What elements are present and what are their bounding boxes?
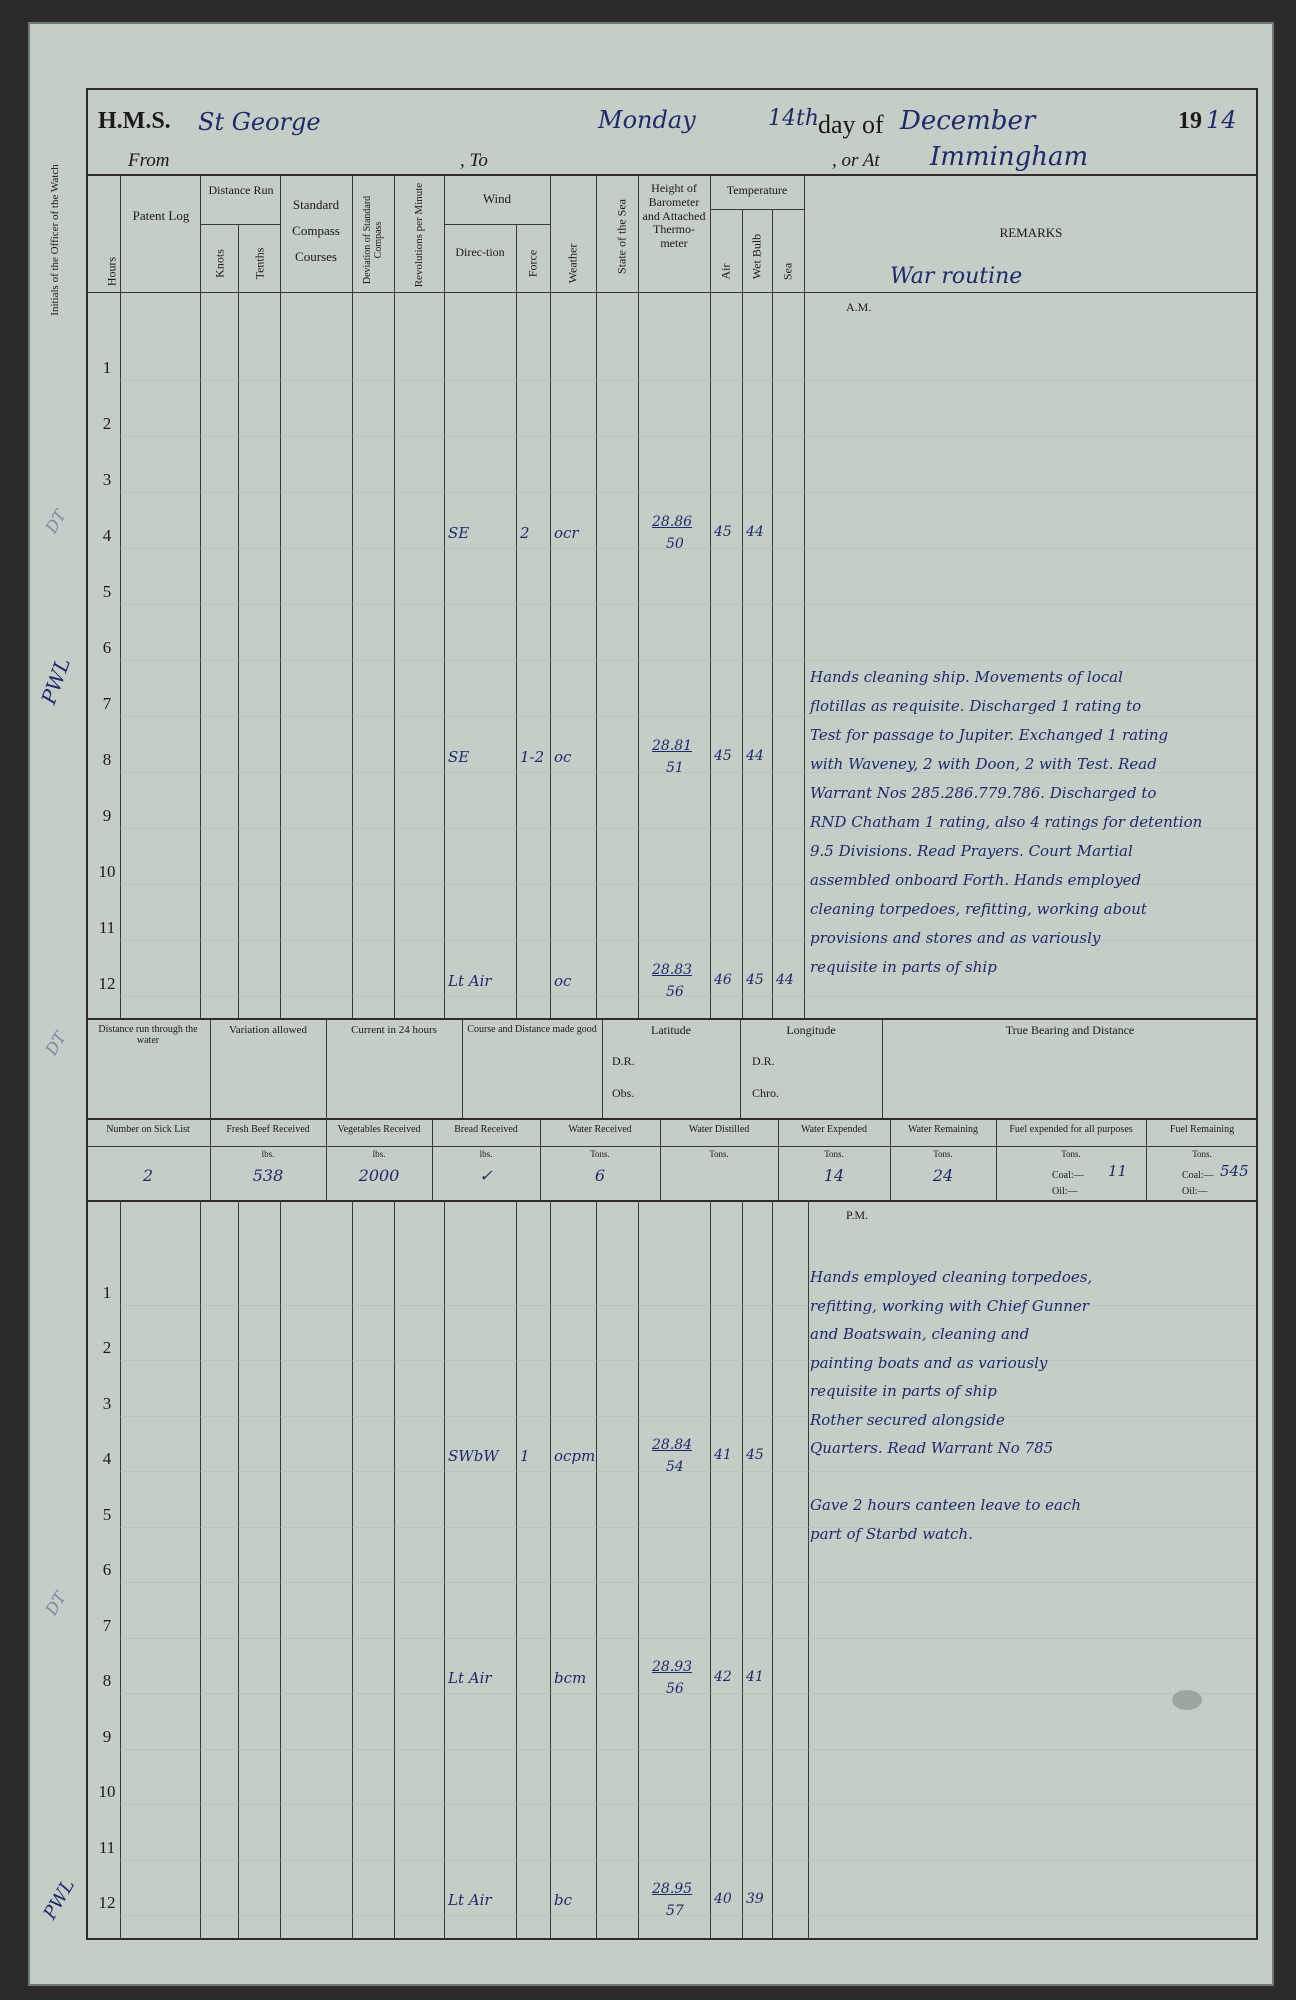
am-guide-6 bbox=[120, 660, 1256, 661]
pm-hour-5: 5 bbox=[102, 1504, 112, 1524]
col-distance-run: Distance Run bbox=[208, 183, 274, 197]
pm_readings-air: 41 bbox=[714, 1447, 732, 1463]
am-hour-10: 10 bbox=[98, 862, 116, 881]
supplies-header: Number on Sick List bbox=[106, 1124, 190, 1135]
pos-chro: Chro. bbox=[752, 1086, 779, 1100]
pm-hour-4: 4 bbox=[102, 1449, 112, 1468]
pm_readings-thermo: 56 bbox=[666, 1681, 684, 1697]
supplies-divider bbox=[432, 1118, 433, 1200]
pm_remarks-line: Gave 2 hours canteen leave to each bbox=[810, 1496, 1082, 1514]
supplies-divider bbox=[660, 1118, 661, 1200]
pm-guide-9 bbox=[120, 1749, 1256, 1750]
pm_readings-weather: ocpm bbox=[554, 1447, 596, 1465]
pos-variation: Variation allowed bbox=[229, 1024, 307, 1036]
supplies-divider bbox=[1146, 1118, 1147, 1200]
am-guide-3 bbox=[120, 492, 1256, 493]
am_readings-wet: 44 bbox=[746, 748, 764, 764]
pm-guide-7 bbox=[120, 1638, 1256, 1639]
am-hour-2: 2 bbox=[102, 414, 112, 433]
initials-2: PWL bbox=[36, 654, 76, 708]
log-page bbox=[28, 22, 1274, 1986]
supplies-divider bbox=[996, 1118, 997, 1200]
col-barometer: Height of Barometer and Attached Thermo-meter bbox=[642, 181, 706, 251]
supplies-value: 24 bbox=[932, 1166, 954, 1185]
pm_readings-air: 40 bbox=[714, 1891, 732, 1907]
coal-label-1: Coal:— bbox=[1052, 1170, 1084, 1181]
col-weather: Weather bbox=[565, 243, 580, 284]
header-year-suffix: 14 bbox=[1206, 106, 1237, 134]
pos-dr: D.R. bbox=[612, 1054, 635, 1068]
pm-hour-11: 11 bbox=[98, 1837, 116, 1857]
pm_readings-direction: SWbW bbox=[448, 1447, 499, 1465]
pm_readings-thermo: 57 bbox=[666, 1903, 684, 1919]
am_readings-direction: SE bbox=[448, 524, 470, 542]
pm_readings-direction: Lt Air bbox=[448, 1891, 492, 1909]
am_readings-weather: ocr bbox=[554, 524, 579, 542]
supplies-divider bbox=[890, 1118, 891, 1200]
pm-guide-3 bbox=[120, 1416, 1256, 1417]
pm_remarks-line: and Boatswain, cleaning and bbox=[810, 1325, 1030, 1343]
supplies-value: 2000 bbox=[358, 1166, 400, 1185]
pm_readings-wet: 45 bbox=[746, 1447, 764, 1463]
fuel-remaining-coal: 545 bbox=[1220, 1162, 1249, 1180]
header-year-prefix: 19 bbox=[1178, 108, 1202, 134]
col-deviation: Deviation of Standard Compass bbox=[362, 195, 384, 285]
ink-blot bbox=[1172, 1690, 1202, 1710]
pos-obs: Obs. bbox=[612, 1086, 635, 1100]
pm_remarks-line: refitting, working with Chief Gunner bbox=[810, 1296, 1089, 1315]
am_readings-barometer: 28.81 bbox=[652, 738, 693, 754]
header-from: From bbox=[128, 150, 170, 171]
am-hour-12: 12 bbox=[98, 974, 116, 993]
header-day-name: Monday bbox=[598, 106, 696, 134]
header-day-number: 14th bbox=[768, 106, 820, 131]
pm-guide-5 bbox=[120, 1527, 1256, 1528]
header-day-of: day of bbox=[818, 110, 884, 139]
am-hour-7: 7 bbox=[102, 694, 112, 713]
supplies-unit: Tons. bbox=[709, 1149, 729, 1159]
am_readings-air: 45 bbox=[714, 748, 732, 764]
supplies-divider bbox=[210, 1118, 211, 1200]
col-patent-log-label: Patent Log bbox=[132, 208, 190, 223]
col-direction: Direc-tion bbox=[455, 245, 505, 259]
am-hour-5: 5 bbox=[102, 582, 112, 601]
header-ship: St George bbox=[198, 108, 321, 136]
am_remarks-line: requisite in parts of ship bbox=[810, 958, 997, 976]
supplies-header: Water Expended bbox=[800, 1124, 868, 1135]
col-sea: Sea bbox=[780, 262, 795, 281]
am_readings-wet: 44 bbox=[746, 524, 764, 540]
am_readings-barometer: 28.83 bbox=[652, 962, 693, 978]
col-wind: Wind bbox=[482, 191, 512, 206]
supplies-unit: Tons. bbox=[824, 1149, 844, 1159]
am-hour-9: 9 bbox=[102, 806, 112, 825]
pm-hour-8: 8 bbox=[102, 1671, 112, 1690]
remarks-heading: War routine bbox=[890, 264, 1023, 289]
supplies-unit: lbs. bbox=[261, 1149, 275, 1159]
am_readings-barometer: 28.86 bbox=[652, 514, 693, 530]
pm_readings-air: 42 bbox=[714, 1669, 732, 1685]
am-guide-4 bbox=[120, 548, 1256, 549]
pm_readings-weather: bcm bbox=[554, 1669, 587, 1687]
initials-5: PWL bbox=[39, 1875, 80, 1924]
pm_readings-barometer: 28.95 bbox=[652, 1881, 693, 1897]
am_readings-thermo: 56 bbox=[666, 984, 684, 1000]
am-hour-3: 3 bbox=[102, 470, 112, 489]
pm-guide-8 bbox=[120, 1693, 1256, 1694]
am-hour-6: 6 bbox=[102, 638, 112, 657]
am_readings-air: 45 bbox=[714, 524, 732, 540]
supplies-header: Vegetables Received bbox=[337, 1124, 421, 1135]
pos-current: Current in 24 hours bbox=[351, 1024, 437, 1036]
am-guide-12 bbox=[120, 996, 1256, 997]
supplies-header: Water Distilled bbox=[688, 1124, 750, 1135]
am-hour-4: 4 bbox=[102, 526, 112, 545]
pm_readings-wet: 39 bbox=[746, 1891, 764, 1907]
supplies-header: Bread Received bbox=[454, 1124, 518, 1135]
pm-hour-6: 6 bbox=[102, 1560, 112, 1579]
header-month: December bbox=[900, 106, 1036, 136]
am_remarks-line: RND Chatham 1 rating, also 4 ratings for detention bbox=[810, 813, 1203, 831]
pm-guide-6 bbox=[120, 1582, 1256, 1583]
col-standard-compass: Standard Compass Courses bbox=[292, 197, 340, 264]
am_readings-force: 1-2 bbox=[520, 748, 545, 766]
supplies-value: 6 bbox=[594, 1166, 606, 1185]
am-hour-1: 1 bbox=[102, 358, 112, 377]
pm_readings-force: 1 bbox=[520, 1447, 530, 1465]
col-state-sea: State of the Sea bbox=[614, 199, 629, 274]
am_readings-force: 2 bbox=[520, 524, 530, 542]
am_readings-thermo: 50 bbox=[666, 536, 684, 552]
pm_readings-barometer: 28.93 bbox=[652, 1659, 693, 1675]
pm-hour-3: 3 bbox=[102, 1393, 112, 1413]
pm-guide-11 bbox=[120, 1860, 1256, 1861]
am-guide-5 bbox=[120, 604, 1256, 605]
pm-hour-12: 12 bbox=[98, 1893, 116, 1912]
am-guide-2 bbox=[120, 436, 1256, 437]
col-temperature: Temperature bbox=[726, 183, 788, 197]
pos-distance-run: Distance run through the water bbox=[98, 1024, 198, 1046]
col-tenths: Tenths bbox=[252, 247, 267, 280]
supplies-unit: Tons. bbox=[590, 1149, 610, 1159]
supplies-divider bbox=[540, 1118, 541, 1200]
supplies-divider bbox=[778, 1118, 779, 1200]
am_remarks-line: with Waveney, 2 with Doon, 2 with Test. Read bbox=[810, 755, 1157, 773]
pm-hour-7: 7 bbox=[102, 1615, 112, 1635]
am_remarks-line: 9.5 Divisions. Read Prayers. Court Martial bbox=[810, 842, 1133, 860]
pm-guide-4 bbox=[120, 1471, 1256, 1472]
supplies-header: Fuel Remaining bbox=[1169, 1124, 1235, 1135]
supplies-header: Water Received bbox=[568, 1124, 632, 1135]
col-remarks: REMARKS bbox=[999, 225, 1063, 240]
pos-longitude: Longitude bbox=[786, 1023, 836, 1037]
pos-latitude: Latitude bbox=[651, 1023, 691, 1037]
supplies-header: Water Remaining bbox=[907, 1124, 978, 1135]
am_readings-weather: oc bbox=[554, 748, 572, 766]
pm_readings-wet: 41 bbox=[746, 1669, 764, 1685]
supplies-value: 538 bbox=[252, 1166, 284, 1185]
pm_readings-weather: bc bbox=[554, 1891, 573, 1909]
pos-dr2: D.R. bbox=[752, 1054, 775, 1068]
pm_readings-direction: Lt Air bbox=[448, 1669, 492, 1687]
am_readings-direction: SE bbox=[448, 748, 470, 766]
supplies-unit: lbs. bbox=[372, 1149, 386, 1159]
am_readings-sea: 44 bbox=[776, 972, 794, 988]
pm-hour-1: 1 bbox=[102, 1282, 112, 1302]
pm-hour-10: 10 bbox=[98, 1782, 116, 1801]
initials-3: DT bbox=[41, 1028, 70, 1059]
pm_remarks-line: part of Starbd watch. bbox=[810, 1524, 973, 1543]
header-hms: H.M.S. bbox=[98, 108, 171, 134]
pm-hour-2: 2 bbox=[102, 1338, 112, 1357]
am_remarks-line: flotillas as requisite. Discharged 1 rating to bbox=[810, 697, 1142, 715]
supplies-unit: lbs. bbox=[479, 1149, 493, 1159]
am_remarks-line: Test for passage to Jupiter. Exchanged 1 rating bbox=[810, 726, 1169, 744]
am-hour-8: 8 bbox=[102, 750, 112, 769]
am_readings-air: 46 bbox=[714, 972, 732, 988]
pm_readings-barometer: 28.84 bbox=[652, 1437, 693, 1453]
oil-label-1: Oil:— bbox=[1052, 1186, 1078, 1197]
col-revolutions: Revolutions per Minute bbox=[412, 182, 425, 288]
col-hours: Hours bbox=[104, 256, 119, 287]
oil-label-2: Oil:— bbox=[1182, 1186, 1208, 1197]
pm-guide-2 bbox=[120, 1360, 1256, 1361]
pm_readings-thermo: 54 bbox=[666, 1459, 684, 1475]
am-guide-1 bbox=[120, 380, 1256, 381]
header-to: , To bbox=[460, 150, 488, 171]
am-label: A.M. bbox=[846, 300, 872, 314]
am_remarks-line: assembled onboard Forth. Hands employed bbox=[810, 871, 1142, 889]
supplies-unit: Tons. bbox=[933, 1149, 953, 1159]
am_readings-wet: 45 bbox=[746, 972, 764, 988]
pm_remarks-line: Quarters. Read Warrant No 785 bbox=[810, 1439, 1054, 1457]
pm-hour-9: 9 bbox=[102, 1726, 112, 1746]
pm_remarks-line: Rother secured alongside bbox=[810, 1410, 1005, 1429]
pos-true-bearing: True Bearing and Distance bbox=[1005, 1023, 1135, 1037]
coal-label-2: Coal:— bbox=[1182, 1170, 1214, 1181]
am_remarks-line: provisions and stores and as variously bbox=[810, 929, 1101, 947]
pm-label: P.M. bbox=[846, 1208, 869, 1222]
col-wet-bulb: Wet Bulb bbox=[749, 233, 764, 280]
am-guide-7 bbox=[120, 716, 1256, 717]
am_readings-direction: Lt Air bbox=[448, 972, 492, 990]
supplies-header: Fresh Beef Received bbox=[226, 1124, 310, 1135]
pm-guide-12 bbox=[120, 1915, 1256, 1916]
fuel-expended-coal: 11 bbox=[1108, 1162, 1128, 1180]
am_readings-weather: oc bbox=[554, 972, 572, 990]
supplies-divider bbox=[326, 1118, 327, 1200]
supplies-unit: Tons. bbox=[1192, 1149, 1212, 1159]
pm_remarks-line: Hands employed cleaning torpedoes, bbox=[810, 1268, 1093, 1286]
header-or-at-value: Immingham bbox=[930, 142, 1089, 172]
col-force: Force bbox=[525, 249, 540, 278]
supplies-value: ✓ bbox=[479, 1166, 493, 1185]
supplies-unit: Tons. bbox=[1061, 1149, 1081, 1159]
supplies-value: 14 bbox=[823, 1166, 845, 1185]
supplies-value: 2 bbox=[142, 1166, 154, 1185]
pm-guide-10 bbox=[120, 1804, 1256, 1805]
pm_remarks-line: painting boats and as variously bbox=[810, 1353, 1048, 1372]
pos-course-distance: Course and Distance made good bbox=[467, 1024, 597, 1035]
initials-4: DT bbox=[41, 1588, 70, 1619]
am_remarks-line: Warrant Nos 285.286.779.786. Discharged to bbox=[810, 784, 1157, 802]
header-or-at: , or At bbox=[832, 150, 880, 171]
side-label: Initials of the Officer of the Watch bbox=[49, 164, 61, 316]
col-patent-log bbox=[126, 209, 196, 223]
supplies-header: Fuel expended for all purposes bbox=[1009, 1124, 1133, 1135]
am_remarks-line: cleaning torpedoes, refitting, working about bbox=[810, 900, 1147, 918]
am-hour-11: 11 bbox=[98, 918, 116, 937]
col-knots: Knots bbox=[212, 249, 227, 278]
col-air: Air bbox=[718, 263, 733, 280]
am_readings-thermo: 51 bbox=[666, 760, 684, 776]
initials-1: DT bbox=[41, 506, 70, 537]
pm_remarks-line: requisite in parts of ship bbox=[810, 1382, 997, 1400]
am_remarks-line: Hands cleaning ship. Movements of local bbox=[810, 668, 1123, 686]
